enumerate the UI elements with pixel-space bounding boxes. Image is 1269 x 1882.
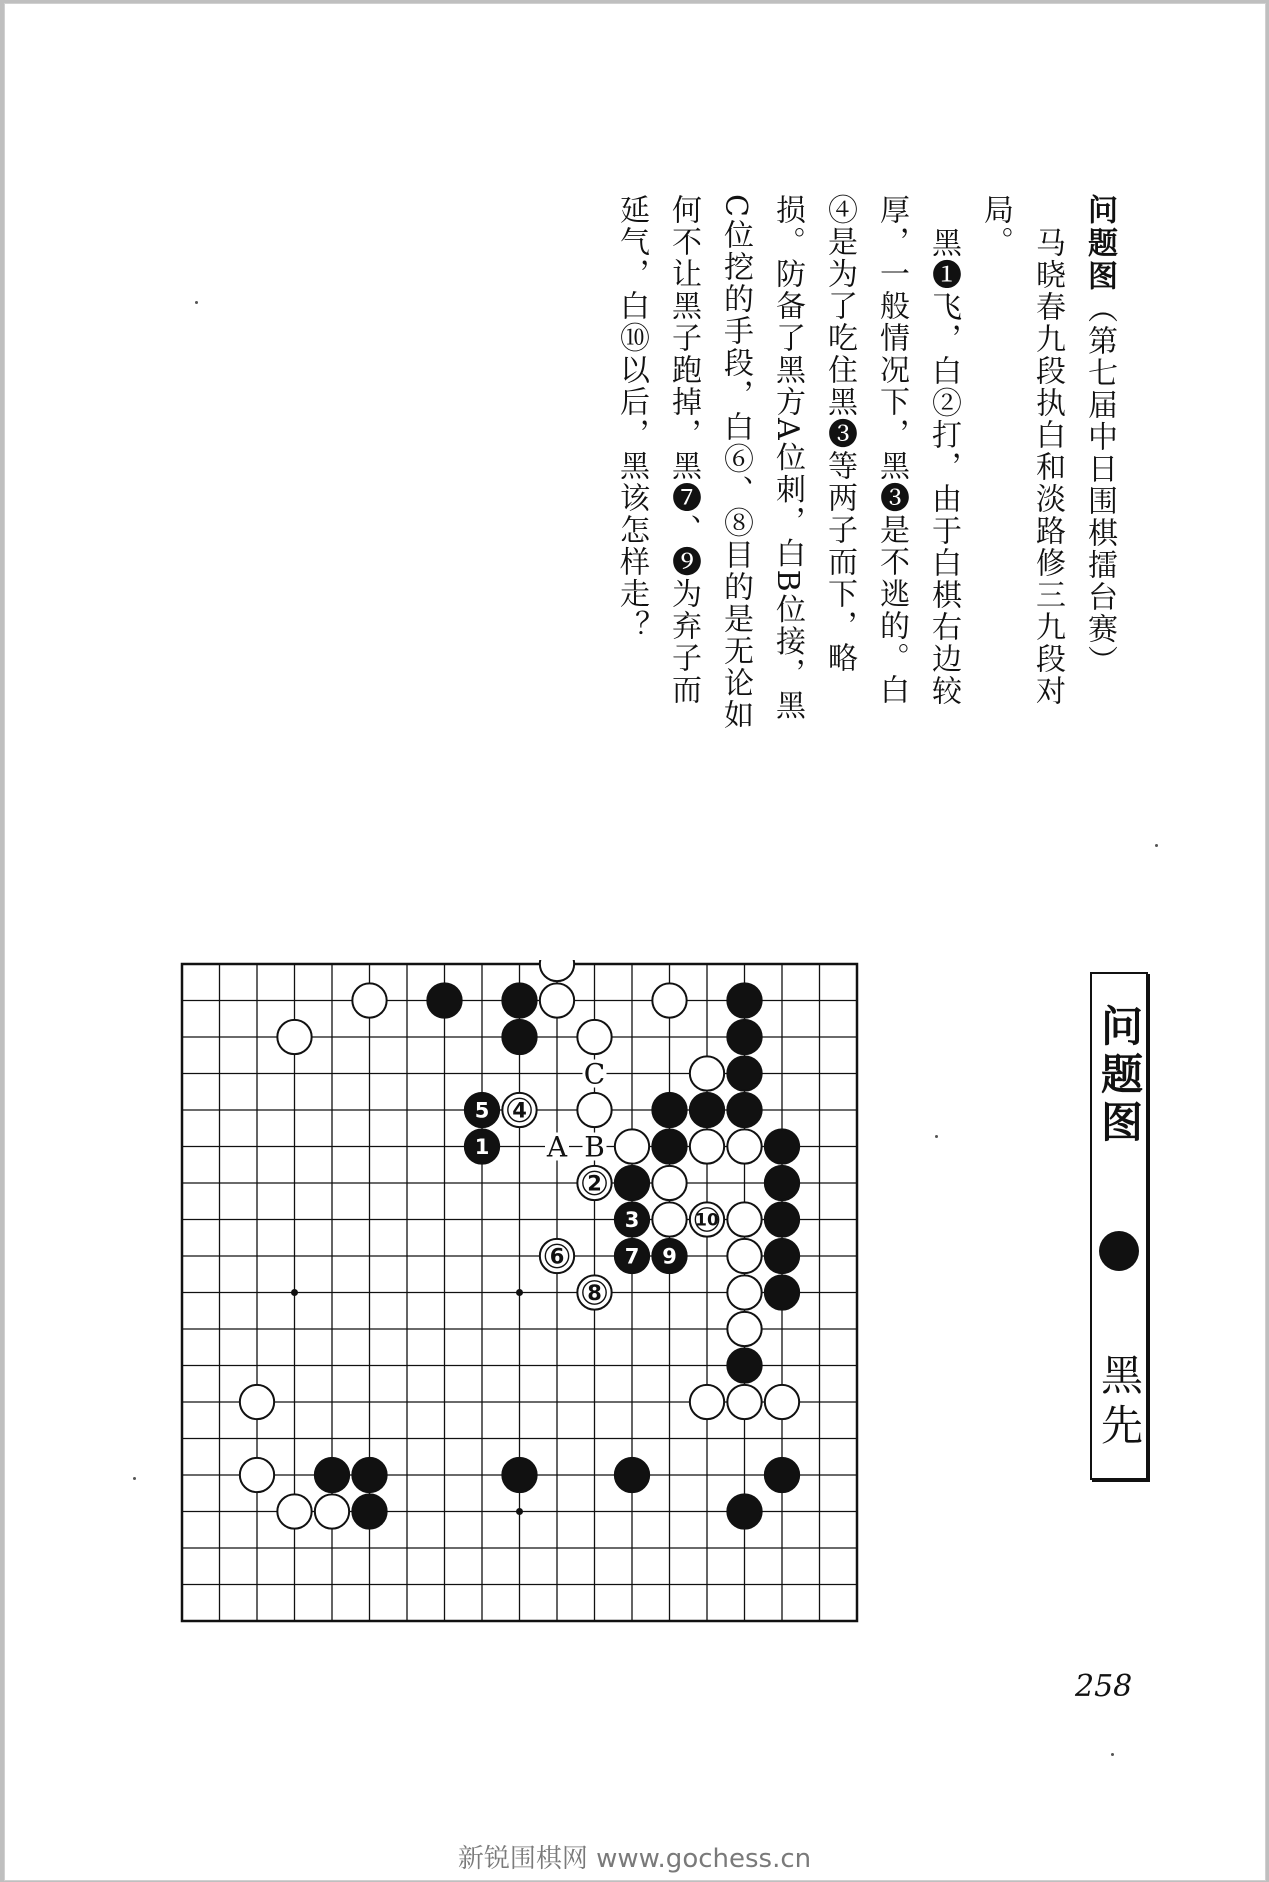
star-point: [516, 1508, 523, 1515]
star-point: [291, 1289, 298, 1296]
black-stone: [502, 1020, 536, 1054]
white-stone: [540, 983, 574, 1017]
black-stone: [502, 983, 536, 1017]
move-number: 2: [587, 1171, 602, 1196]
black-stone: [652, 1093, 686, 1127]
point-label-c: C: [583, 1057, 606, 1091]
print-speck: [1155, 844, 1158, 847]
black-stone: [765, 1458, 799, 1492]
black-stone: [690, 1093, 724, 1127]
move-number: 5: [474, 1098, 490, 1123]
white-stone: [727, 1385, 761, 1419]
white-stone: [240, 1385, 274, 1419]
white-stone: [727, 1239, 761, 1273]
black-stone: [727, 1494, 761, 1528]
black-stone: [765, 1239, 799, 1273]
move-number: 6: [549, 1244, 565, 1269]
diagram-label-box: [1090, 972, 1148, 1480]
white-stone: [240, 1458, 274, 1492]
white-stone: [765, 1385, 799, 1419]
white-stone: [615, 1129, 649, 1163]
print-speck: [195, 301, 198, 304]
move-number: 9: [662, 1244, 677, 1269]
move-number: 1: [474, 1135, 490, 1160]
white-stone: [315, 1494, 349, 1528]
white-stone: [652, 1202, 686, 1236]
black-stone-icon: [1099, 1231, 1139, 1271]
heading: [1073, 194, 1125, 734]
white-stone: [690, 1129, 724, 1163]
white-stone: [352, 983, 386, 1017]
black-stone: [727, 1056, 761, 1090]
white-stone: [727, 1275, 761, 1309]
white-stone: [690, 1385, 724, 1419]
black-stone: [765, 1275, 799, 1309]
diagram-label-title: 问题图: [1095, 1004, 1144, 1148]
black-stone: [727, 1093, 761, 1127]
point-label-b: B: [584, 1130, 605, 1164]
move-number: 10: [695, 1210, 719, 1231]
black-stone: [727, 1348, 761, 1382]
white-stone: [652, 983, 686, 1017]
commentary-text: [605, 194, 1125, 734]
black-stone: [352, 1494, 386, 1528]
black-stone: [765, 1202, 799, 1236]
black-stone: [615, 1458, 649, 1492]
black-stone: [352, 1458, 386, 1492]
commentary-paragraph: 黑❶飞，白②打，由于白棋右边较厚，一般情况下，黑❸是不逃的。白④是为了吃住黑❸等两子而下，略损。防备了黑方A位刺，白B位接，黑C位挖的手段，白⑥、⑧目的是无论如何不让黑子跑掉，黑❼、❾为弃子而延气，白⑩以后，黑该怎样走？: [614, 194, 961, 731]
point-label-a: A: [546, 1130, 568, 1164]
black-stone: [502, 1458, 536, 1492]
white-stone: [652, 1166, 686, 1200]
black-stone: [765, 1129, 799, 1163]
white-stone: [727, 1202, 761, 1236]
move-number: 3: [624, 1208, 640, 1233]
black-stone: [727, 1020, 761, 1054]
white-stone: [727, 1312, 761, 1346]
move-number: 4: [512, 1098, 527, 1123]
black-stone: [765, 1166, 799, 1200]
white-stone: [277, 1494, 311, 1528]
page-number: 258: [1075, 1669, 1133, 1704]
go-board-diagram: [178, 960, 863, 1630]
print-speck: [133, 1477, 136, 1480]
print-speck: [1111, 1753, 1114, 1756]
print-speck: [935, 1135, 938, 1138]
problem-title: 问题图: [1082, 194, 1117, 293]
white-stone: [277, 1020, 311, 1054]
title-note: （第七届中日围棋擂台赛）: [1082, 293, 1117, 677]
move-number: 7: [624, 1244, 640, 1269]
white-stone: [577, 1093, 611, 1127]
white-stone: [577, 1020, 611, 1054]
site-watermark: 新锐围棋网 www.gochess.cn: [457, 1844, 812, 1874]
black-stone: [315, 1458, 349, 1492]
white-stone: [690, 1056, 724, 1090]
diagram-label-turn: 黑先: [1095, 1353, 1144, 1453]
move-number: 8: [587, 1281, 602, 1306]
star-point: [516, 1289, 523, 1296]
players-line: 马晓春九段执白和淡路修三九段对局。: [978, 194, 1065, 707]
black-stone: [615, 1166, 649, 1200]
black-stone: [727, 983, 761, 1017]
white-stone: [727, 1129, 761, 1163]
black-stone: [427, 983, 461, 1017]
black-stone: [652, 1129, 686, 1163]
